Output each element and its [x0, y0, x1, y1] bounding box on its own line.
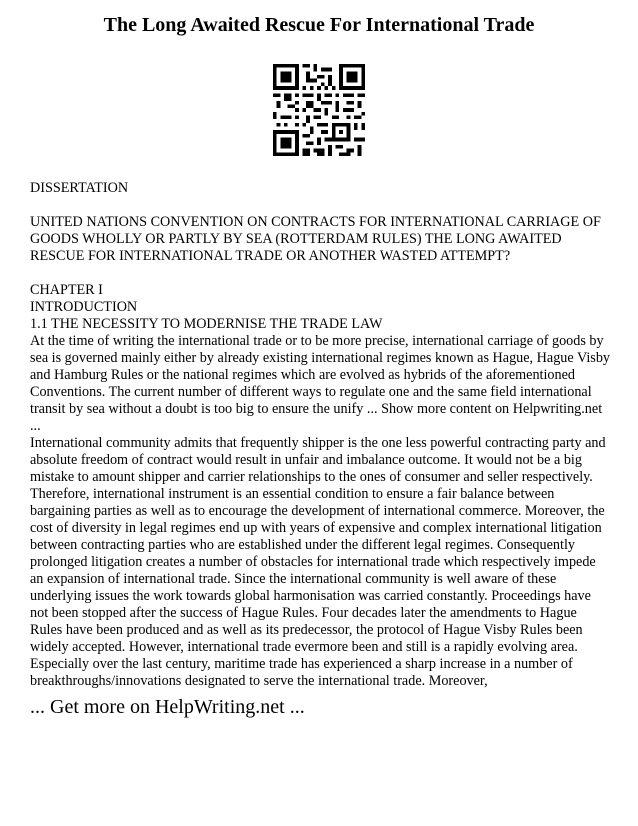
- document-label: DISSERTATION: [30, 180, 129, 196]
- introduction-label: INTRODUCTION: [30, 299, 138, 315]
- get-more-link[interactable]: ... Get more on HelpWriting.net ...: [30, 696, 305, 718]
- qr-code-icon: [273, 64, 365, 156]
- paragraph-1: At the time of writing the international trade or to be more precise, international carriage of goods by sea is governed mainly either by already existing international regimes known as Hague, Hague Visby and Hamburg Rules or the national regimes which are evolved as hybrids of the aforementioned Conventions. The current number of different ways to regulate one and the same field international transit by sea without a doubt is too big to ensure the unify ... Show more content on Helpwriting.net: [30, 333, 611, 417]
- document-title: The Long Awaited Rescue For International Trade: [103, 14, 535, 36]
- document-body: [30, 180, 612, 690]
- dissertation-heading: UNITED NATIONS CONVENTION ON CONTRACTS FOR INTERNATIONAL CARRIAGE OF GOODS WHOLLY OR PARTLY BY SEA (ROTTERDAM RULES) THE LONG AWAITED RESCUE FOR INTERNATIONAL TRADE OR ANOTHER WASTED ATTEMPT?: [30, 214, 601, 264]
- paragraph-2: International community admits that frequently shipper is the one less powerful contracting party and absolute freedom of contract would result in unfair and imbalance outcome. It would not be a big mistake to amount shipper and carrier relationships to the ones of consumer and seller respectively. Therefore, international instrument is an essential condition to ensure a fair balance between bargaining parties as well as to encourage the development of international commerce. Moreover, the cost of diversity in legal regimes end up with years of expensive and complex international litigation between contracting parties who are established under the different legal regimes. Consequently prolonged litigation creates a number of obstacles for international trade which respectively impede an expansion of international trade. Since the international community is well aware of these underlying issues the work towards global harmonisation was carried constantly. Proceedings have not been stopped after the success of Hague Rules. Four decades later the amendments to Hague Rules have been produced and as well as its predecessor, the protocol of Hague Visby Rules been widely accepted. However, international trade evermore been and still is a rapidly evolving area. Especially over the last century, maritime trade has experienced a sharp increase in a number of breakthroughs/innovations designated to serve the international trade. Moreover,: [30, 435, 606, 689]
- section-heading: 1.1 THE NECESSITY TO MODERNISE THE TRADE LAW: [30, 316, 383, 332]
- ellipsis: ...: [30, 418, 41, 434]
- chapter-label: CHAPTER I: [30, 282, 103, 298]
